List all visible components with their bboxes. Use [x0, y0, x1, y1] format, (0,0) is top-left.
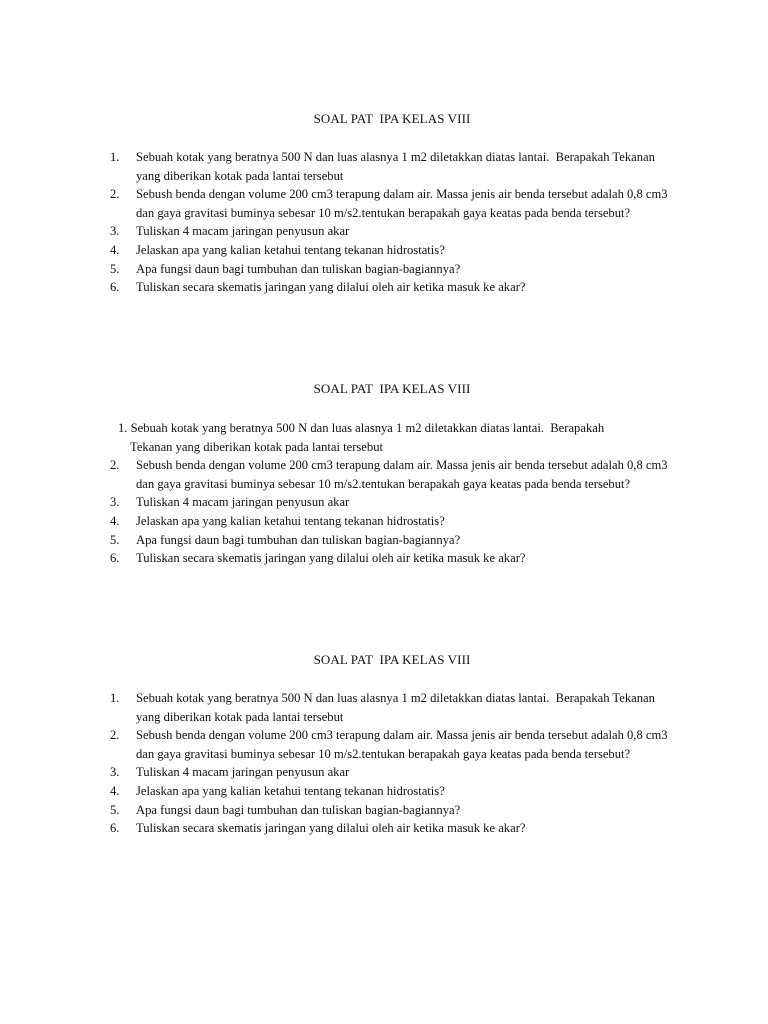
- section-2-title: SOAL PAT IPA KELAS VIII: [313, 381, 471, 396]
- question-number: 2.: [110, 458, 120, 473]
- question-number: 1.: [110, 691, 120, 705]
- question-text: Sebuah kotak yang beratnya 500 N dan luas alasnya 1 m2 diletakkan diatas lantai. Berapakah Tekanan yang diberikan kotak pada lantai tersebut: [136, 150, 659, 183]
- question-item: [108, 531, 678, 550]
- question-number: 2.: [110, 187, 120, 202]
- question-number: 4.: [110, 242, 120, 257]
- question-item: [108, 512, 678, 531]
- question-text: Tuliskan secara skematis jaringan yang dilalui oleh air ketika masuk ke akar?: [136, 821, 526, 836]
- question-number: 3.: [110, 224, 120, 239]
- question-item: [108, 419, 678, 456]
- question-text: Tuliskan secara skematis jaringan yang dilalui oleh air ketika masuk ke akar?: [136, 551, 526, 566]
- question-item: [108, 819, 678, 838]
- question-number: 1.: [110, 150, 120, 164]
- section-1-question-list: [108, 148, 678, 297]
- section-2-question-list: [108, 419, 678, 568]
- question-number: 5.: [110, 532, 120, 547]
- question-item: [108, 493, 678, 512]
- question-number: 4.: [110, 513, 120, 528]
- question-item: [108, 689, 678, 726]
- question-text: Tuliskan 4 macam jaringan penyusun akar: [136, 765, 350, 780]
- question-text: Sebush benda dengan volume 200 cm3 terapung dalam air. Massa jenis air benda tersebut adalah 0,8 cm3 dan gaya gravitasi buminya sebesar 10 m/s2.tentukan berapakah gaya keatas pada benda tersebut?: [136, 187, 671, 220]
- question-item: [108, 185, 678, 222]
- section-3-title: SOAL PAT IPA KELAS VIII: [313, 652, 471, 667]
- question-item: [108, 726, 678, 763]
- question-number: 1.: [118, 421, 128, 435]
- question-text: Apa fungsi daun bagi tumbuhan dan tuliskan bagian-bagiannya?: [136, 532, 461, 547]
- question-text: Sebuah kotak yang beratnya 500 N dan luas alasnya 1 m2 diletakkan diatas lantai. Berapakah Tekanan yang diberikan kotak pada lantai tersebut: [136, 691, 659, 724]
- question-number: 3.: [110, 495, 120, 510]
- section-3-question-list: [108, 689, 678, 838]
- question-item: [108, 456, 678, 493]
- question-text: Tuliskan 4 macam jaringan penyusun akar: [136, 495, 350, 510]
- question-number: 3.: [110, 765, 120, 780]
- question-text-continued: Tekanan yang diberikan kotak pada lantai tersebut: [130, 439, 383, 454]
- question-text: Jelaskan apa yang kalian ketahui tentang tekanan hidrostatis?: [136, 513, 445, 528]
- question-item: [108, 222, 678, 241]
- question-text: Apa fungsi daun bagi tumbuhan dan tuliskan bagian-bagiannya?: [136, 261, 461, 276]
- question-text: Apa fungsi daun bagi tumbuhan dan tuliskan bagian-bagiannya?: [136, 802, 461, 817]
- question-number: 6.: [110, 551, 120, 566]
- question-number: 4.: [110, 783, 120, 798]
- question-text: Tuliskan secara skematis jaringan yang dilalui oleh air ketika masuk ke akar?: [136, 280, 526, 295]
- question-number: 5.: [110, 261, 120, 276]
- question-item: [108, 278, 678, 297]
- question-text: Jelaskan apa yang kalian ketahui tentang tekanan hidrostatis?: [136, 242, 445, 257]
- question-number: 6.: [110, 280, 120, 295]
- question-item: [108, 260, 678, 279]
- question-item: [108, 549, 678, 568]
- question-text: Sebush benda dengan volume 200 cm3 terapung dalam air. Massa jenis air benda tersebut adalah 0,8 cm3 dan gaya gravitasi buminya sebesar 10 m/s2.tentukan berapakah gaya keatas pada benda tersebut?: [136, 458, 671, 491]
- question-item: [108, 763, 678, 782]
- question-item: [108, 801, 678, 820]
- question-item: [108, 148, 678, 185]
- section-1-title: SOAL PAT IPA KELAS VIII: [313, 111, 471, 126]
- question-text: Sebush benda dengan volume 200 cm3 terapung dalam air. Massa jenis air benda tersebut adalah 0,8 cm3 dan gaya gravitasi buminya sebesar 10 m/s2.tentukan berapakah gaya keatas pada benda tersebut?: [136, 728, 671, 761]
- question-number: 2.: [110, 728, 120, 743]
- question-item: [108, 241, 678, 260]
- question-text: Tuliskan 4 macam jaringan penyusun akar: [136, 224, 350, 239]
- question-text: Sebuah kotak yang beratnya 500 N dan luas alasnya 1 m2 diletakkan diatas lantai. Berapakah: [130, 421, 605, 435]
- question-text: Jelaskan apa yang kalian ketahui tentang tekanan hidrostatis?: [136, 783, 445, 798]
- question-item: [108, 782, 678, 801]
- question-number: 6.: [110, 821, 120, 836]
- question-number: 5.: [110, 802, 120, 817]
